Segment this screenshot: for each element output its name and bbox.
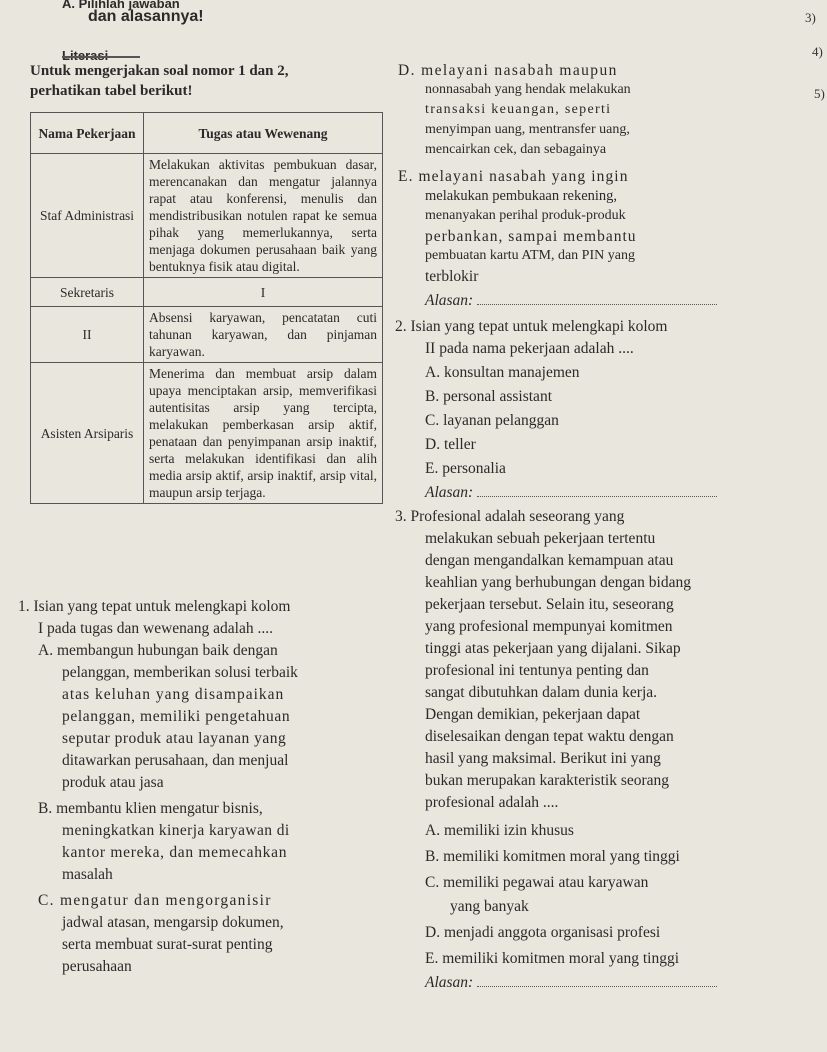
option-line: produk atau jasa xyxy=(62,774,164,791)
option-line: melakukan pembukaan rekening, xyxy=(425,188,618,204)
table-row xyxy=(31,307,383,363)
table-row xyxy=(31,154,383,278)
job-table xyxy=(30,112,383,504)
option-line: nonnasabah yang hendak melakukan xyxy=(425,82,631,97)
alasan-answer-line[interactable] xyxy=(477,496,717,497)
option-line: ditawarkan perusahaan, dan menjual xyxy=(62,752,289,769)
q1-alasan xyxy=(425,292,717,310)
q3-stem-line: diselesaikan dengan tepat waktu dengan xyxy=(425,728,674,745)
option-line: serta membuat surat-surat penting xyxy=(62,936,273,953)
q3-stem-line: profesional ini tentunya penting dan xyxy=(425,662,649,679)
q3-stem-line: profesional adalah .... xyxy=(425,794,559,811)
row-name: Staf Administrasi xyxy=(31,154,144,278)
option-line: pelanggan, memiliki pengetahuan xyxy=(62,708,291,725)
q3-stem-line: 3. Profesional adalah seseorang yang xyxy=(395,508,625,525)
edge-number-5: 5) xyxy=(814,86,825,101)
q2-option-c[interactable]: C. layanan pelanggan xyxy=(425,412,559,429)
option-line: terblokir xyxy=(425,268,479,285)
option-line: transaksi keuangan, seperti xyxy=(425,102,612,117)
alasan-label: Alasan: xyxy=(425,292,474,309)
header-nama-pekerjaan: Nama Pekerjaan xyxy=(31,113,144,154)
q3-stem-line: dengan mengandalkan kemampuan atau xyxy=(425,552,674,569)
option-line: atas keluhan yang disampaikan xyxy=(62,686,285,703)
alasan-label: Alasan: xyxy=(425,974,474,991)
option-line: masalah xyxy=(62,866,113,883)
option-line: C. mengatur dan mengorganisir xyxy=(38,892,272,909)
option-line: pembuatan kartu ATM, dan PIN yang xyxy=(425,248,635,263)
option-line: kantor mereka, dan memecahkan xyxy=(62,844,288,861)
row-duty: Melakukan aktivitas pembukuan dasar, merencanakan dan mengatur jalannya rapat atau konferensi, menulis dan mendistribusikan notulen rapat ke semua pihak yang memerlukannya, serta menjaga dokumen perusahaan baik yang bentuknya fisik atau digital. xyxy=(144,154,383,278)
q2-option-d[interactable]: D. teller xyxy=(425,436,476,453)
table-row xyxy=(31,363,383,504)
option-line: B. membantu klien mengatur bisnis, xyxy=(38,800,263,817)
alasan-label: Alasan: xyxy=(425,484,474,501)
row-duty: I xyxy=(144,278,383,307)
option-line: menyimpan uang, mentransfer uang, xyxy=(425,122,630,137)
q3-option-e[interactable]: E. memiliki komitmen moral yang tinggi xyxy=(425,950,679,967)
edge-number-4: 4) xyxy=(812,44,823,59)
option-line: meningkatkan kinerja karyawan di xyxy=(62,822,290,839)
q3-stem-line: sangat dibutuhkan dalam dunia kerja. xyxy=(425,684,658,701)
q3-alasan xyxy=(425,974,717,992)
q3-stem-line: Dengan demikian, pekerjaan dapat xyxy=(425,706,641,723)
option-line: A. membangun hubungan baik dengan xyxy=(38,642,278,659)
option-line: menanyakan perihal produk-produk xyxy=(425,208,626,223)
option-line: E. melayani nasabah yang ingin xyxy=(398,168,629,185)
row-duty: Absensi karyawan, pencatatan cuti tahunan karyawan, dan pinjaman karyawan. xyxy=(144,307,383,363)
option-line: perusahaan xyxy=(62,958,132,975)
q1-stem-line: I pada tugas dan wewenang adalah .... xyxy=(38,620,273,637)
option-line: pelanggan, memberikan solusi terbaik xyxy=(62,664,298,681)
q2-option-a[interactable]: A. konsultan manajemen xyxy=(425,364,580,381)
table-header-row xyxy=(31,113,383,154)
q2-option-b[interactable] xyxy=(425,388,552,406)
row-name: Sekretaris xyxy=(31,278,144,307)
q3-stem-line: pekerjaan tersebut. Selain itu, seseorang xyxy=(425,596,674,613)
intro-line-2: perhatikan tabel berikut! xyxy=(30,83,193,99)
q3-stem-line: keahlian yang berhubungan dengan bidang xyxy=(425,574,691,591)
q3-stem-line: melakukan sebuah pekerjaan tertentu xyxy=(425,530,656,547)
instruction-b: dan alasannya! xyxy=(88,8,204,25)
row-name: Asisten Arsiparis xyxy=(31,363,144,504)
option-line: C. memiliki pegawai atau karyawan xyxy=(425,874,649,891)
literasi-underline xyxy=(62,56,140,58)
edge-number-3: 3) xyxy=(805,10,816,25)
option-line: perbankan, sampai membantu xyxy=(425,228,637,245)
table-row xyxy=(31,278,383,307)
q3-stem-line: yang profesional mempunyai komitmen xyxy=(425,618,673,635)
option-line: seputar produk atau layanan yang xyxy=(62,730,287,747)
alasan-answer-line[interactable] xyxy=(477,986,717,987)
row-duty: Menerima dan membuat arsip dalam upaya menciptakan arsip, memverifikasi autentisitas arsip yang tercipta, melakukan pemberkasan arsip aktif, penataan dan penyimpanan arsip inaktif, serta melakukan identifikasi dan alih media arsip aktif, arsip inaktif, arsip vital, maupun arsip terjaga. xyxy=(144,363,383,504)
intro-line-1: Untuk mengerjakan soal nomor 1 dan 2, xyxy=(30,63,289,79)
header-tugas-wewenang: Tugas atau Wewenang xyxy=(144,113,383,154)
instruction-a: A. Pilihlah jawaban xyxy=(62,0,180,11)
option-text: B. personal assistant xyxy=(425,388,552,405)
alasan-answer-line[interactable] xyxy=(477,304,717,305)
q3-option-d[interactable]: D. menjadi anggota organisasi profesi xyxy=(425,924,661,941)
q2-option-e[interactable]: E. personalia xyxy=(425,460,506,477)
option-line: mencairkan cek, dan sebagainya xyxy=(425,142,607,157)
q1-stem-line: 1. Isian yang tepat untuk melengkapi kolom xyxy=(18,598,291,615)
q2-alasan xyxy=(425,484,717,502)
q2-stem-line: II pada nama pekerjaan adalah .... xyxy=(425,340,634,357)
q3-stem-line: tinggi atas pekerjaan yang dijalani. Sikap xyxy=(425,640,681,657)
row-name: II xyxy=(31,307,144,363)
q3-option-b[interactable]: B. memiliki komitmen moral yang tinggi xyxy=(425,848,680,865)
q3-stem-line: bukan merupakan karakteristik seorang xyxy=(425,772,670,789)
option-line: D. melayani nasabah maupun xyxy=(398,62,618,79)
option-line: yang banyak xyxy=(450,898,529,915)
q3-stem-line: hasil yang maksimal. Berikut ini yang xyxy=(425,750,661,767)
q2-stem-line: 2. Isian yang tepat untuk melengkapi kolom xyxy=(395,318,668,335)
q3-option-a[interactable]: A. memiliki izin khusus xyxy=(425,822,574,839)
option-line: jadwal atasan, mengarsip dokumen, xyxy=(62,914,284,931)
